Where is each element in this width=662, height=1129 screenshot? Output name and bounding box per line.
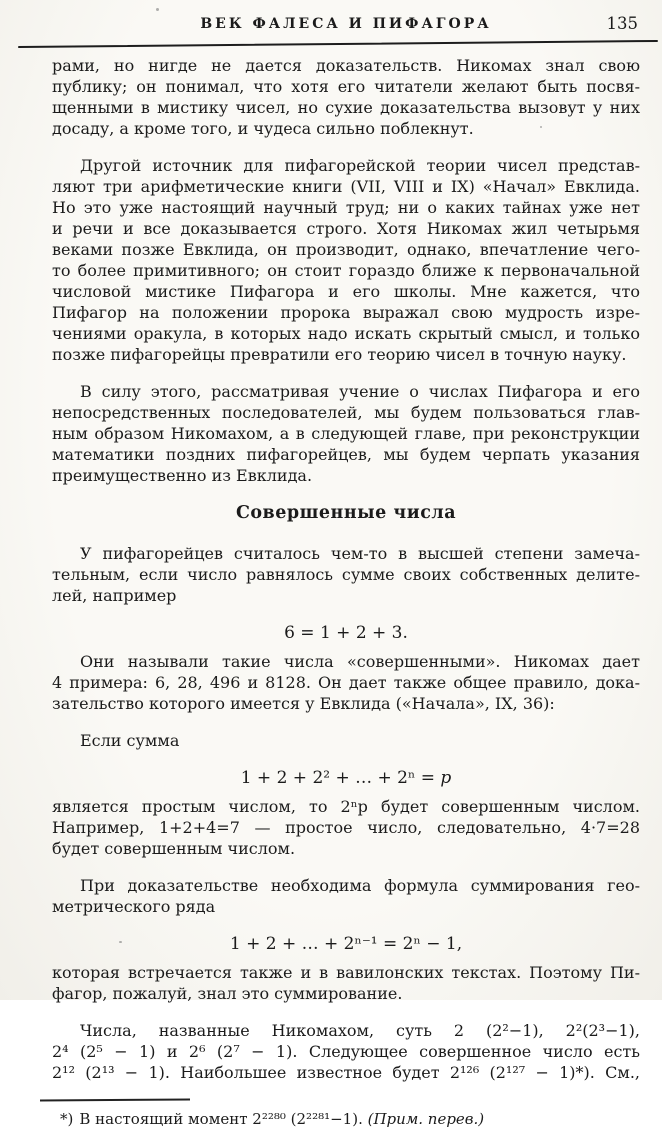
text-line: Они называли такие числа «совершенными». Никомах дает bbox=[80, 652, 640, 671]
footnote bbox=[60, 1109, 640, 1129]
page-number: 135 bbox=[606, 14, 638, 33]
text-line: ным образом Никомахом, а в следующей главе, при реконструкции bbox=[52, 424, 640, 443]
text-line: рами, но нигде не дается доказательств. Никомах знал свою bbox=[52, 56, 640, 75]
text-line: позже пифагорейцы превратили его теорию чисел в точную науку. bbox=[52, 345, 627, 364]
text-line: будет совершенным числом. bbox=[52, 839, 296, 858]
scan-artifact bbox=[156, 8, 159, 11]
text-line: В силу этого, рассматривая учение о числах Пифагора и его bbox=[80, 382, 640, 401]
text-line: При доказательстве необходима формула суммирования гео- bbox=[80, 876, 640, 895]
text-line: Например, 1+2+4=7 — простое число, следовательно, 4·7=28 bbox=[52, 818, 640, 837]
text-line: Если сумма bbox=[80, 731, 180, 750]
scan-artifact bbox=[119, 941, 122, 943]
text-line: лей, например bbox=[52, 586, 177, 605]
text-line: публику; он понимал, что хотя его читатели желают быть посвя- bbox=[52, 77, 640, 96]
formula-series-sum: 1 + 2 + … + 2ⁿ⁻¹ = 2ⁿ − 1, bbox=[229, 934, 463, 954]
text-line: зательство которого имеется у Евклида («Начала», IX, 36): bbox=[52, 694, 555, 713]
scan-artifact bbox=[540, 126, 542, 128]
text-line: 2¹² (2¹³ − 1). Наибольшее известное будет 2¹²⁶ (2¹²⁷ − 1)*). См., bbox=[52, 1063, 640, 1082]
footnote-rule bbox=[40, 1098, 190, 1101]
text-line: фагор, пожалуй, знал это суммирование. bbox=[52, 984, 403, 1003]
header-rule bbox=[18, 40, 658, 48]
text-line: математики поздних пифагорейцев, мы будем черпать указания bbox=[52, 445, 640, 464]
page-header bbox=[52, 12, 640, 40]
text-line: и речи и все доказывается строго. Хотя Никомах жил четырьмя bbox=[52, 219, 640, 238]
page-text bbox=[52, 55, 640, 1129]
text-line: Пифагор на положении пророка выражал свою мудрость изре- bbox=[52, 303, 640, 322]
text-line: преимущественно из Евклида. bbox=[52, 466, 313, 485]
text-line: то более примитивного; он стоит гораздо ближе к первоначальной bbox=[52, 261, 640, 280]
footnote-marker: *) bbox=[60, 1110, 74, 1128]
text-line: Другой источник для пифагорейской теории чисел представ- bbox=[80, 156, 640, 175]
text-line: непосредственных последователей, мы будем пользоваться глав- bbox=[52, 403, 640, 422]
text-line: 2⁴ (2⁵ − 1) и 2⁶ (2⁷ − 1). Следующее совершенное число есть bbox=[52, 1042, 640, 1061]
footnote-text: В настоящий момент 2²²⁸⁰ (2²²⁸¹−1). bbox=[79, 1110, 368, 1128]
text-line: числовой мистике Пифагора и его школы. Мне кажется, что bbox=[52, 282, 640, 301]
text-line: чениями оракула, в которых надо искать скрытый смысл, и только bbox=[52, 324, 640, 343]
footnote-source: (Прим. перев.) bbox=[367, 1110, 485, 1128]
formula-body: 1 + 2 + 2² + … + 2ⁿ = bbox=[240, 768, 441, 788]
formula-geometric-sum bbox=[52, 767, 640, 789]
text-line: ляют три арифметические книги (VII, VIII и IX) «Начал» Евклида. bbox=[52, 177, 640, 196]
text-line: метрического ряда bbox=[52, 897, 216, 916]
section-heading: Совершенные числа bbox=[235, 503, 457, 523]
text-line: щенными в мистику чисел, но сухие доказательства вызовут у них bbox=[52, 98, 640, 117]
text-line: Но это уже настоящий научный труд; ни о каких тайнах уже нет bbox=[52, 198, 640, 217]
running-head: ВЕК ФАЛЕСА И ПИФАГОРА bbox=[200, 16, 492, 32]
text-line: У пифагорейцев считалось чем-то в высшей степени замеча- bbox=[80, 544, 640, 563]
text-line: 4 примера: 6, 28, 496 и 8128. Он дает также общее правило, дока- bbox=[52, 673, 640, 692]
formula-variable: p bbox=[440, 768, 452, 788]
text-line: является простым числом, то 2ⁿp будет совершенным числом. bbox=[52, 797, 640, 816]
formula-perfect-six: 6 = 1 + 2 + 3. bbox=[284, 623, 408, 643]
text-line: веками позже Евклида, он производит, однако, впечатление чего- bbox=[52, 240, 640, 259]
text-line: которая встречается также и в вавилонских текстах. Поэтому Пи- bbox=[52, 963, 640, 982]
text-line: Числа, названные Никомахом, суть 2 (2²−1), 2²(2³−1), bbox=[80, 1021, 640, 1040]
text-line: тельным, если число равнялось сумме своих собственных делите- bbox=[52, 565, 640, 584]
text-line: досаду, а кроме того, и чудеса сильно поблекнут. bbox=[52, 119, 474, 138]
